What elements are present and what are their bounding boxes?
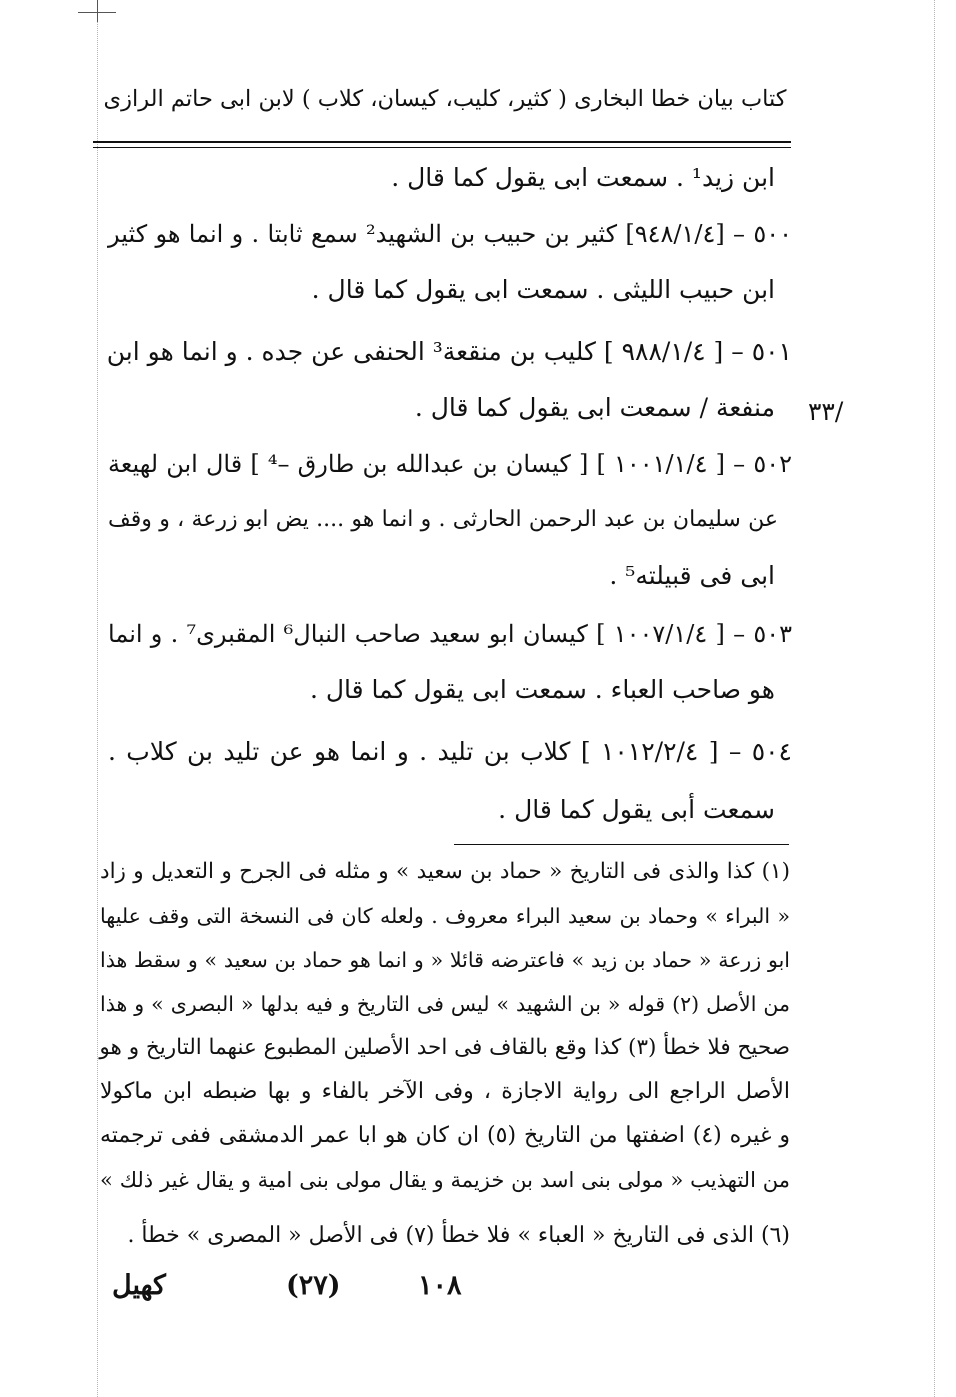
text-line: منفعة / سمعت ابى يقول كما قال . — [414, 393, 775, 422]
footnote-line: صحيح فلا خطأ (٣) كذا وقع بالقاف فى احد الأصلين المطبوع عنهما التاريخ و هو — [99, 1035, 790, 1060]
scan-edge-mark — [97, 0, 98, 22]
footnote-line: (١) كذا والذى فى التاريخ « حماد بن سعيد » و مثله فى الجرح و التعديل و زاد — [100, 859, 790, 884]
footnote-line: الأصل الراجع الى رواية الاجازة ، وفى الآخر بالفاء و بها ضبطه ابن ماكولا — [100, 1079, 790, 1104]
footnote-line: « البراء » وحماد بن سعيد البراء معروف . ولعله كان فى النسخة التى وقف عليها — [100, 904, 790, 928]
footnote-line: ابو زرعة « حماد بن زيد » فاعترضه قائلا « و انما هو حماد بن سعيد » و سقط هذا — [100, 948, 790, 972]
page-number: ١٠٨ — [418, 1270, 462, 1301]
footnote-line: (٦) الذى فى التاريخ « العباء » فلا خطأ (٧) فى الأصل « المصرى » خطأ . — [127, 1223, 790, 1248]
footer-sheet-number: (٢٧) — [286, 1270, 341, 1301]
scan-margin-line — [97, 0, 98, 1397]
margin-folio-note: /٣٣ — [808, 397, 844, 426]
entry-501: ٥٠١ – [ ٩٨٨/١/٤ ] كليب بن منقعة³ الحنفى عن جده . و انما هو ابن — [106, 337, 792, 366]
footnote-line: و غيره (٤) اضفتها من التاريخ (٥) ان كان هو ابا عمر الدمشقى ففى ترجمته — [100, 1123, 790, 1148]
footnote-line: من الأصل (٢) قوله « بن الشهيد » ليس فى التاريخ و فيه بدلها « البصرى » و هذا — [100, 992, 790, 1016]
entry-500: ٥٠٠ – [٩٤٨/١/٤] كثير بن حبيب بن الشهيد² سمع ثابتا . و انما هو كثير — [108, 220, 792, 248]
entry-504: ٥٠٤ – [ ١٠١٢/٢/٤ ] كلاب بن تليد . و انما هو عن تليد بن كلاب . — [108, 737, 792, 766]
running-header: كتاب بيان خطا البخارى ( كثير، كليب، كيسان، كلاب ) لابن ابى حاتم الرازى — [103, 86, 787, 112]
entry-503: ٥٠٣ – [ ١٠٠٧/١/٤ ] كيسان ابو سعيد صاحب النبال⁶ المقبرى⁷ . و انما — [108, 620, 793, 648]
text-line: ابى فى قبيلته⁵ . — [609, 561, 775, 590]
entry-502: ٥٠٢ – [ ١٠٠١/١/٤ ] [ كيسان بن عبدالله بن طارق –⁴ ] قال ابن لهيعة — [108, 450, 793, 478]
text-line: ابن زيد¹ . سمعت ابى يقول كما قال . — [391, 163, 775, 192]
header-rule — [93, 147, 791, 148]
text-line: عن سليمان بن عبد الرحمن الحارثى . و انما هو .... يض ابو زرعة ، و وقف — [108, 507, 778, 532]
text-line: ابن حبيب الليثى . سمعت ابى يقول كما قال . — [311, 275, 775, 304]
header-rule — [93, 141, 791, 143]
footnote-line: من التهذيب « مولى بنى اسد بن خزيمة و يقال مولى بنى امية و يقال غير ذلك » — [100, 1168, 790, 1192]
footer-signature: كهيل — [112, 1270, 166, 1301]
footnote-rule — [454, 844, 789, 845]
scan-margin-line — [934, 0, 935, 1397]
text-line: هو صاحب العباء . سمعت ابى يقول كما قال . — [309, 675, 775, 704]
text-line: سمعت أبى يقول كما قال . — [498, 795, 775, 824]
